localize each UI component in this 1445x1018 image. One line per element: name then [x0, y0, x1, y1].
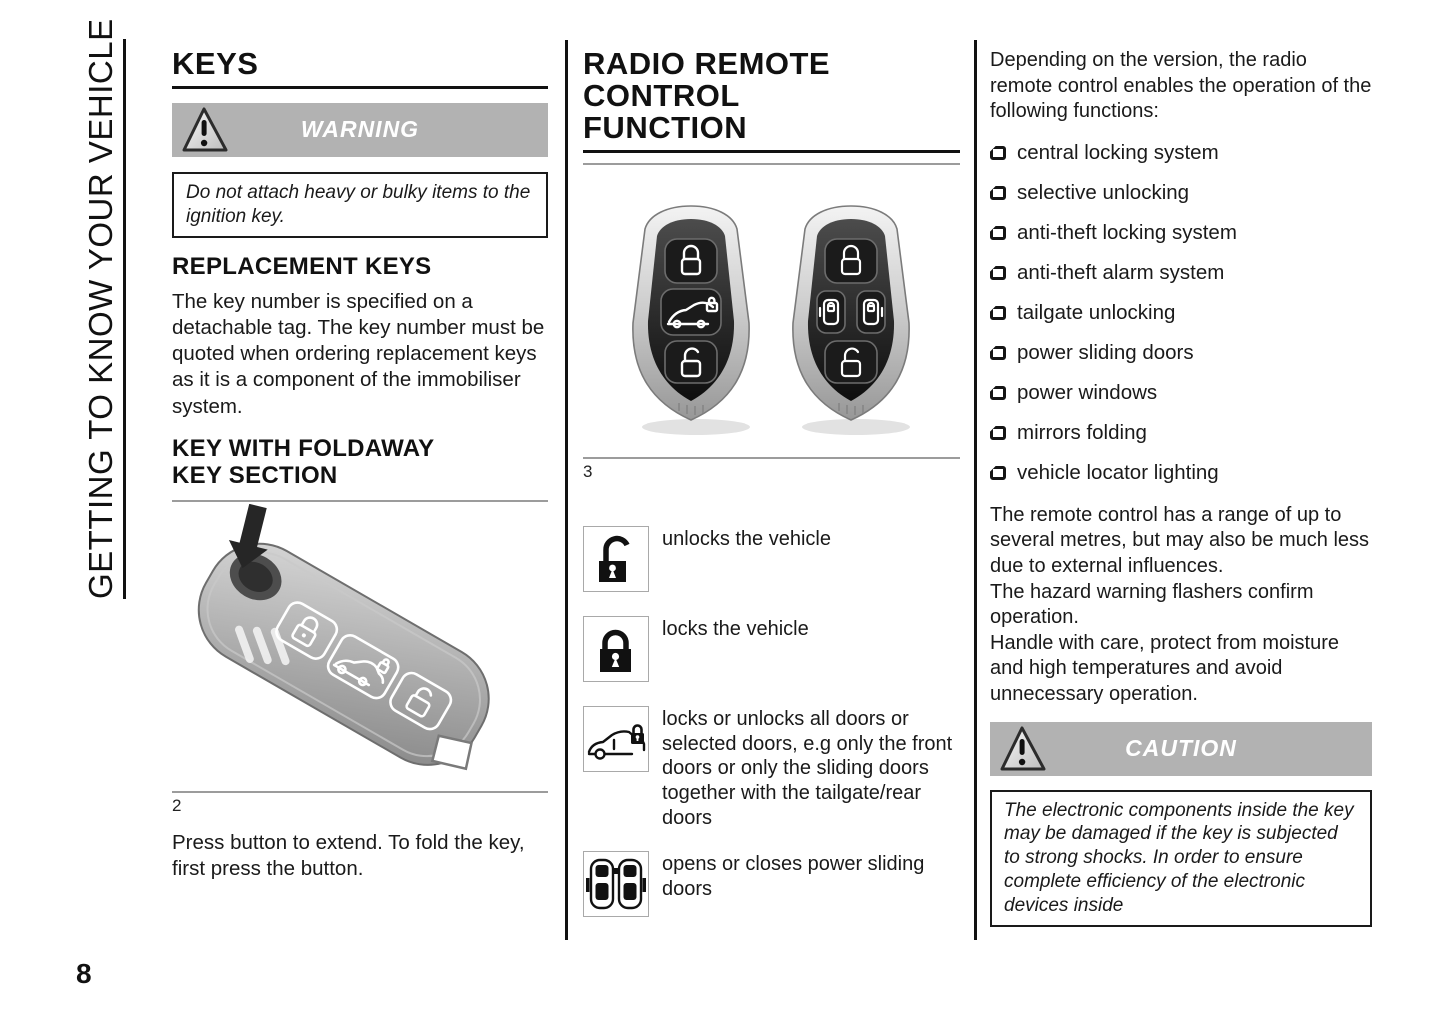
middle-column: [583, 48, 960, 917]
checkbox-bullet-icon: [990, 426, 1006, 440]
feature-selective-unlocking: selective unlocking: [990, 181, 1372, 205]
radio-remote-title-line2: CONTROL: [583, 77, 740, 113]
feature-tailgate-unlocking: tailgate unlocking: [990, 301, 1372, 325]
remote-intro-text: Depending on the version, the radio remote control enables the operation of the following functions:: [990, 49, 1372, 123]
column-divider-right: [974, 40, 977, 940]
checkbox-bullet-icon: [990, 226, 1006, 240]
remote-range-paragraph: [990, 503, 1372, 708]
range-line-3: Handle with care, protect from moisture and high temperatures and avoid unnecessary operation.: [990, 631, 1340, 705]
warning-banner: [172, 103, 548, 157]
remote-fob-tailgate: [633, 206, 750, 435]
lock-icon: [583, 616, 649, 682]
chapter-sidebar-title: GETTING TO KNOW YOUR VEHICLE: [84, 39, 126, 599]
function-text-selective-locking: locks or unlocks all doors or selected doors, e.g only the front doors or only the sliding doors together with the tailgate/rear doors: [662, 707, 953, 829]
range-line-1: The remote control has a range of up to several metres, but may also be much less due to external influences.: [990, 503, 1370, 577]
function-text-lock: locks the vehicle: [662, 617, 809, 640]
checkbox-bullet-icon: [990, 146, 1006, 160]
function-row-unlock: [583, 526, 960, 592]
remote-controls-figure: [583, 163, 960, 459]
radio-remote-title-line1: RADIO REMOTE: [583, 46, 831, 81]
checkbox-bullet-icon: [990, 386, 1006, 400]
foldaway-key-heading-line1: KEY WITH FOLDAWAY: [172, 434, 435, 462]
right-column: [990, 48, 1372, 927]
remote-fob-sliding-doors: [793, 206, 910, 435]
left-column: [172, 48, 548, 882]
foldaway-key-figure: [172, 500, 548, 793]
warning-note-text: Do not attach heavy or bulky items to the ignition key.: [186, 181, 531, 227]
replacement-keys-heading: REPLACEMENT KEYS: [172, 252, 432, 280]
warning-banner-label: WARNING: [300, 116, 420, 143]
caution-note-text: The electronic components inside the key may be damaged if the key is subjected to strong shocks. In order to ensure complete efficiency of the electronic devices inside: [1004, 799, 1354, 917]
unlock-icon: [583, 526, 649, 592]
function-row-sliding-doors: [583, 851, 960, 917]
keys-section-title: KEYS: [172, 48, 548, 89]
function-row-selective-locking: [583, 706, 960, 831]
caution-banner: [990, 722, 1372, 776]
remote-controls-illustration: [583, 167, 960, 455]
feature-anti-theft-alarm: anti-theft alarm system: [990, 261, 1372, 285]
foldaway-key-illustration: [172, 504, 548, 789]
feature-power-sliding-doors: power sliding doors: [990, 341, 1372, 365]
foldaway-key-heading: [172, 436, 548, 490]
warning-note-box: [172, 172, 548, 238]
checkbox-bullet-icon: [990, 186, 1006, 200]
feature-anti-theft-locking: anti-theft locking system: [990, 221, 1372, 245]
power-sliding-doors-icon: [583, 851, 649, 917]
range-line-2: The hazard warning flashers confirm operation.: [990, 580, 1314, 629]
replacement-keys-body: The key number is specified on a detachable tag. The key number must be quoted when ordering replacement keys as it is a component of the immobiliser system.: [172, 289, 545, 418]
radio-remote-title-line3: FUNCTION: [583, 109, 748, 145]
checkbox-bullet-icon: [990, 306, 1006, 320]
caution-note-box: [990, 790, 1372, 928]
caution-banner-label: CAUTION: [1125, 735, 1237, 762]
feature-power-windows: power windows: [990, 381, 1372, 405]
checkbox-bullet-icon: [990, 466, 1006, 480]
remote-functions-list: [583, 526, 960, 917]
foldaway-key-body: Press button to extend. To fold the key, first press the button.: [172, 830, 525, 880]
function-row-lock: [583, 616, 960, 682]
function-text-unlock: unlocks the vehicle: [662, 527, 831, 550]
page-number: 8: [76, 958, 92, 989]
figure-3-number: 3: [583, 461, 593, 481]
checkbox-bullet-icon: [990, 346, 1006, 360]
radio-remote-section-title: [583, 48, 960, 153]
feature-vehicle-locator: vehicle locator lighting: [990, 461, 1372, 485]
foldaway-key-heading-line2: KEY SECTION: [172, 461, 338, 489]
feature-mirrors-folding: mirrors folding: [990, 421, 1372, 445]
figure-2-number: 2: [172, 795, 182, 815]
function-text-sliding-doors: opens or closes power sliding doors: [662, 852, 925, 900]
column-divider-left: [565, 40, 568, 940]
feature-central-locking: central locking system: [990, 141, 1372, 165]
remote-feature-list: [990, 141, 1372, 485]
car-doors-lock-icon: [583, 706, 649, 772]
checkbox-bullet-icon: [990, 266, 1006, 280]
